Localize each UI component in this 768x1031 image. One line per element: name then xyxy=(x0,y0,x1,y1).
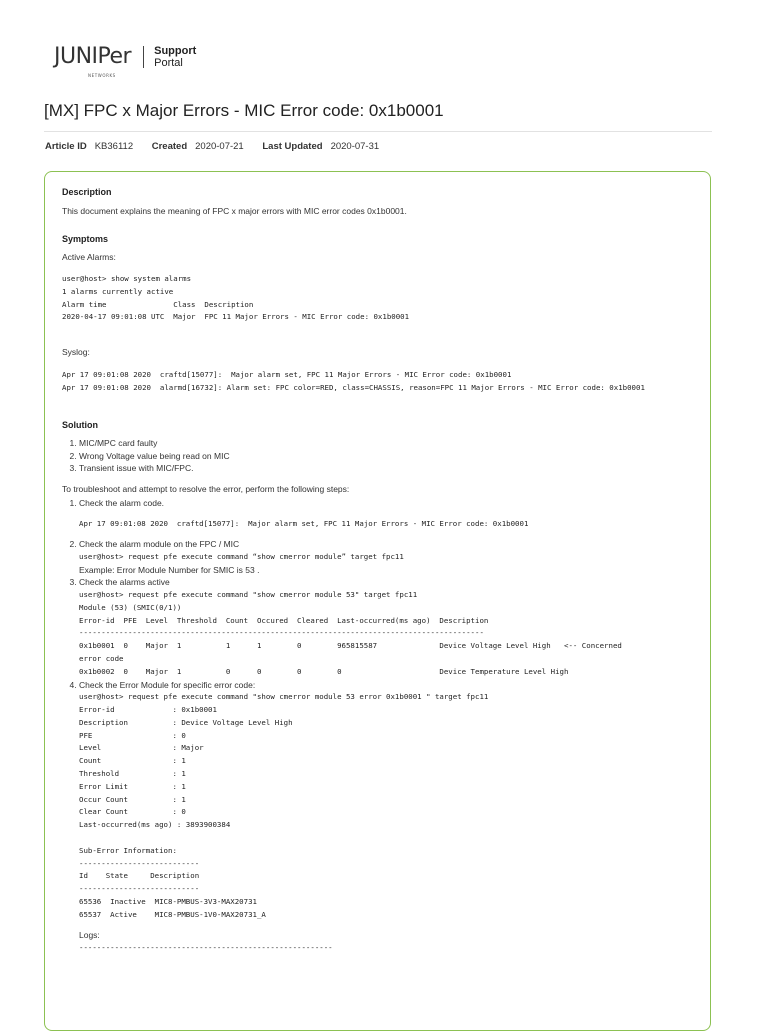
syslog-label: Syslog: xyxy=(62,347,90,357)
syslog-code-block: Apr 17 09:01:08 2020 craftd[15077]: Major alarm set, FPC 11 Major Errors - MIC Error code: 0x1b0001 Apr 17 09:01:08 2020 alarmd[16732]: Alarm set: FPC color=RED, class=CHASSIS, reason=FPC 11 Major Errors - MIC Error code: 0x1b0001 xyxy=(62,370,645,392)
step-2-text: Check the alarm module on the FPC / MIC xyxy=(79,539,240,550)
steps-list xyxy=(62,497,622,955)
article-id-value: KB36112 xyxy=(94,141,134,152)
step-3-text: Check the alarms active xyxy=(79,577,170,588)
cause-item: 1. MIC/MPC card faulty xyxy=(79,437,230,450)
logo-separator xyxy=(143,46,144,68)
description-heading: Description xyxy=(62,187,112,197)
article-meta xyxy=(45,141,395,152)
step-2-example: Example: Error Module Number for SMIC is 53 . xyxy=(79,564,260,575)
logo-text: JUNIPer xyxy=(54,44,132,69)
logo-subtext: NETWORKS xyxy=(88,73,116,78)
solution-heading: Solution xyxy=(62,420,98,430)
portal-line1: Support xyxy=(154,45,197,57)
step-1-code: Apr 17 09:01:08 2020 craftd[15077]: Major alarm set, FPC 11 Major Errors - MIC Error code: 0x1b0001 xyxy=(79,518,529,528)
active-alarms-label: Active Alarms: xyxy=(62,252,116,262)
description-text: This document explains the meaning of FPC x major errors with MIC error codes 0x1b0001. xyxy=(62,206,407,216)
logo-wordmark xyxy=(54,44,132,78)
logs-label: Logs: xyxy=(79,930,100,941)
cause-item: 2. Wrong Voltage value being read on MIC xyxy=(79,450,230,463)
cause-item: 3. Transient issue with MIC/FPC. xyxy=(79,462,230,475)
support-portal-label xyxy=(154,45,196,69)
last-updated-label: Last Updated xyxy=(262,141,323,152)
alarms-code-block: user@host> show system alarms 1 alarms currently active Alarm time Class Description 2020-04-17 09:01:08 UTC Major FPC 11 Major Errors - MIC Error code: 0x1b0001 xyxy=(62,274,410,322)
troubleshoot-intro: To troubleshoot and attempt to resolve the error, perform the following steps: xyxy=(62,484,350,494)
step-4-code: user@host> request pfe execute command "show cmerror module 53 error 0x1b0001 " target fpc11 Error-id : 0x1b0001 Description : Device Voltage Level High PFE : 0 Level : Major Count : 1 Threshold : 1 Error Limit : 1 Occur Count : 1 Clear Count : 0 Last-occurred(ms ago) : 3893900384 Sub-Error Information: --------------------------- Id State Description --------------------------- 65536 Inactive MIC8-PMBUS-3V3-MAX20731 65537 Active MIC8-PMBUS-1V0-MAX20731_A xyxy=(79,692,489,919)
created-label: Created xyxy=(151,141,188,152)
title-divider xyxy=(44,131,712,132)
step-3-code: user@host> request pfe execute command "show cmerror module 53" target fpc11 Module (53) (SMIC(0/1)) Error-id PFE Level Threshold Count Occured Cleared Last-occurred(ms ago) Description ------------------------------------------------------------------------------------------- 0x1b0001 0 Major 1 1 1 0 965815587 Device Voltage Level High <-- Concerned error code 0x1b0002 0 Major 1 0 0 0 0 Device Temperature Level High xyxy=(79,589,622,676)
page-title: [MX] FPC x Major Errors - MIC Error code: 0x1b0001 xyxy=(44,101,444,120)
step-2 xyxy=(79,538,622,576)
step-1-text: Check the alarm code. xyxy=(79,498,165,508)
created-value: 2020-07-21 xyxy=(195,141,244,152)
causes-list xyxy=(62,437,230,475)
last-updated-value: 2020-07-31 xyxy=(330,141,380,152)
portal-line2: Portal xyxy=(154,57,183,69)
step-2-code: user@host> request pfe execute command “show cmerror module” target fpc11 xyxy=(79,551,404,561)
step-1 xyxy=(79,497,622,530)
step-4 xyxy=(79,679,622,955)
logs-code: --------------------------------------------------------- xyxy=(79,943,333,953)
juniper-logo[interactable] xyxy=(54,42,197,78)
article-id-label: Article ID xyxy=(45,141,87,152)
symptoms-heading: Symptoms xyxy=(62,234,109,244)
step-4-text: Check the Error Module for specific error code: xyxy=(79,679,256,690)
step-3 xyxy=(79,576,622,678)
